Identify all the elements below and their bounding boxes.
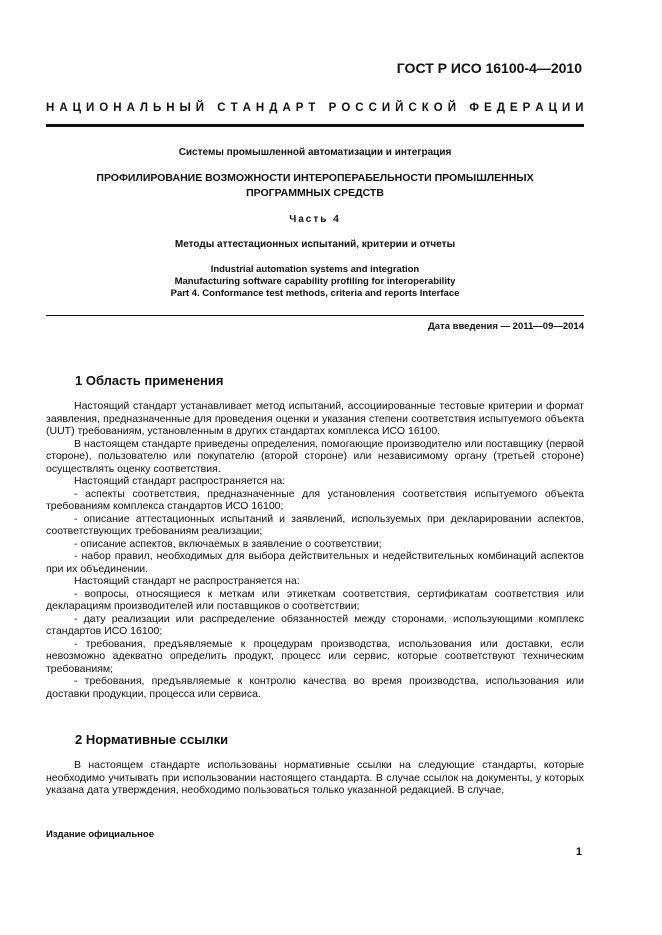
- banner-letter: Р: [522, 102, 531, 114]
- banner-letter: И: [575, 102, 584, 114]
- banner-letter: С: [368, 102, 377, 114]
- page-number: 1: [575, 846, 582, 858]
- section-1-body: [46, 400, 584, 700]
- paragraph: Настоящий стандарт не распространяется на:: [74, 575, 300, 587]
- banner-letter: О: [341, 102, 351, 114]
- banner-letter: И: [86, 102, 95, 114]
- banner-letter: Л: [139, 102, 148, 114]
- banner-letter: И: [381, 102, 391, 114]
- banner-gap: [320, 102, 323, 114]
- banner-gap: [461, 102, 464, 114]
- banner-letter: С: [217, 102, 226, 114]
- series-title: Системы промышленной автоматизации и интеграция: [178, 147, 452, 158]
- banner-letter: Ь: [152, 102, 162, 114]
- paragraph: - набор правил, необходимых для выбора действительных и недействительных комбинаций аспектов при их объединении.: [46, 550, 584, 575]
- banner-letter: А: [126, 102, 135, 114]
- paragraph: - вопросы, относящиеся к меткам или этикеткам соответствия, сертификатам соответствия или декларациям производителей или поставщиков о соответствии;: [46, 587, 584, 612]
- banner-letter: Д: [496, 102, 505, 114]
- banner-letter: О: [433, 102, 443, 114]
- banner-letter: Р: [328, 102, 337, 114]
- banner-letter: И: [561, 102, 571, 114]
- banner-letter: Й: [447, 102, 456, 114]
- paragraph: Настоящий стандарт устанавливает метод испытаний, ассоциированные тестовые критерии и формат заявления, предназначенные для проведения оценки и указания степени соответствия испытуемого объекта (UUT) требованиям, установленным в других стандартах комплекса ИСО 16100.: [46, 400, 584, 437]
- document-code: ГОСТ Р ИСО 16100-4—2010: [396, 60, 582, 76]
- paragraph: В настоящем стандарте приведены определения, помогающие производителю или поставщику (первой стороне), пользователю или покупателю (второй стороне) или независимому органу (третьей стороне) осуществлять оценку соответствия.: [46, 437, 584, 475]
- section-2-body: [46, 759, 584, 797]
- paragraph: - описание аспектов, включаемых в заявление о соответствии;: [74, 537, 382, 550]
- paragraph: - требования, предъявляемые к процедурам производства, использования или доставки, если невозможно адекватно определить продукт, процесс или сервис, которые соответствуют техническим требованиям;: [46, 637, 584, 675]
- banner-letter: С: [408, 102, 417, 114]
- main-title-line1: ПРОФИЛИРОВАНИЕ ВОЗМОЖНОСТИ ИНТЕРОПЕРАБЕЛЬНОСТИ ПРОМЫШЛЕННЫХ: [96, 172, 534, 184]
- banner-letter: Н: [255, 102, 265, 114]
- national-standard-banner: [46, 102, 584, 114]
- banner-letter: Н: [166, 102, 175, 114]
- section-1-heading: 1 Область применения: [75, 373, 224, 388]
- banner-letter: А: [535, 102, 544, 114]
- main-title-line2: ПРОГРАММНЫХ СРЕДСТВ: [246, 187, 384, 199]
- paragraph: - дату реализации или распределение обязанностей между сторонами, использующими комплекс стандартов ИСО 16100;: [46, 612, 584, 637]
- banner-letter: Н: [46, 102, 55, 114]
- paragraph: - описание аттестационных испытаний и заявлений, используемых при декларировании аспектов, соответствующих требованиям реализации;: [46, 512, 584, 537]
- part-label: Часть 4: [289, 214, 341, 225]
- english-title-line2: Manufacturing software capability profiling for interoperability: [174, 276, 456, 287]
- banner-letter: С: [355, 102, 364, 114]
- banner-letter: А: [59, 102, 68, 114]
- banner-gap: [209, 102, 212, 114]
- banner-letter: Е: [484, 102, 492, 114]
- paragraph: - аспекты соответствия, предназначенные для установления соответствия испытуемого объекта требованиям комплекса стандартов ИСО 16100;: [46, 487, 584, 512]
- banner-letter: Т: [230, 102, 238, 114]
- paragraph: Настоящий стандарт распространяется на:: [74, 475, 286, 487]
- banner-letter: О: [99, 102, 109, 114]
- banner-letter: Ф: [469, 102, 480, 114]
- title-divider: [46, 315, 584, 316]
- paragraph: - требования, предъявляемые к контролю качества во время производства, использования или доставки продукции, процесса или сервиса.: [46, 675, 584, 700]
- banner-letter: Ц: [548, 102, 557, 114]
- banner-letter: Т: [308, 102, 316, 114]
- banner-letter: Й: [195, 102, 205, 114]
- banner-letter: Ц: [72, 102, 82, 114]
- header-divider: [46, 124, 584, 127]
- paragraph: В настоящем стандарте использованы нормативные ссылки на следующие стандарты, которые необходимо учитывать при использовании настоящего стандарта. В случае ссылок на документы, у которых указана дата утверждения, необходимо пользоваться только указанной редакцией. В случае,: [46, 759, 584, 796]
- english-title-line1: Industrial automation systems and integration: [210, 264, 420, 275]
- banner-letter: Р: [295, 102, 304, 114]
- english-title-line3: Part 4. Conformance test methods, criteria and reports Interface: [170, 288, 460, 299]
- banner-letter: А: [242, 102, 251, 114]
- banner-letter: Д: [269, 102, 278, 114]
- introduction-date: Дата введения — 2011—09—2014: [428, 321, 584, 332]
- banner-letter: А: [282, 102, 291, 114]
- banner-letter: К: [421, 102, 429, 114]
- section-2-heading: 2 Нормативные ссылки: [75, 732, 229, 747]
- english-title: [46, 264, 584, 300]
- banner-letter: Н: [113, 102, 122, 114]
- edition-label: Издание официальное: [46, 829, 154, 840]
- subtitle: Методы аттестационных испытаний, критерии и отчеты: [174, 239, 456, 250]
- banner-letter: Ы: [179, 102, 191, 114]
- banner-letter: Е: [509, 102, 518, 114]
- main-title: [46, 171, 584, 201]
- banner-letter: Й: [395, 102, 404, 114]
